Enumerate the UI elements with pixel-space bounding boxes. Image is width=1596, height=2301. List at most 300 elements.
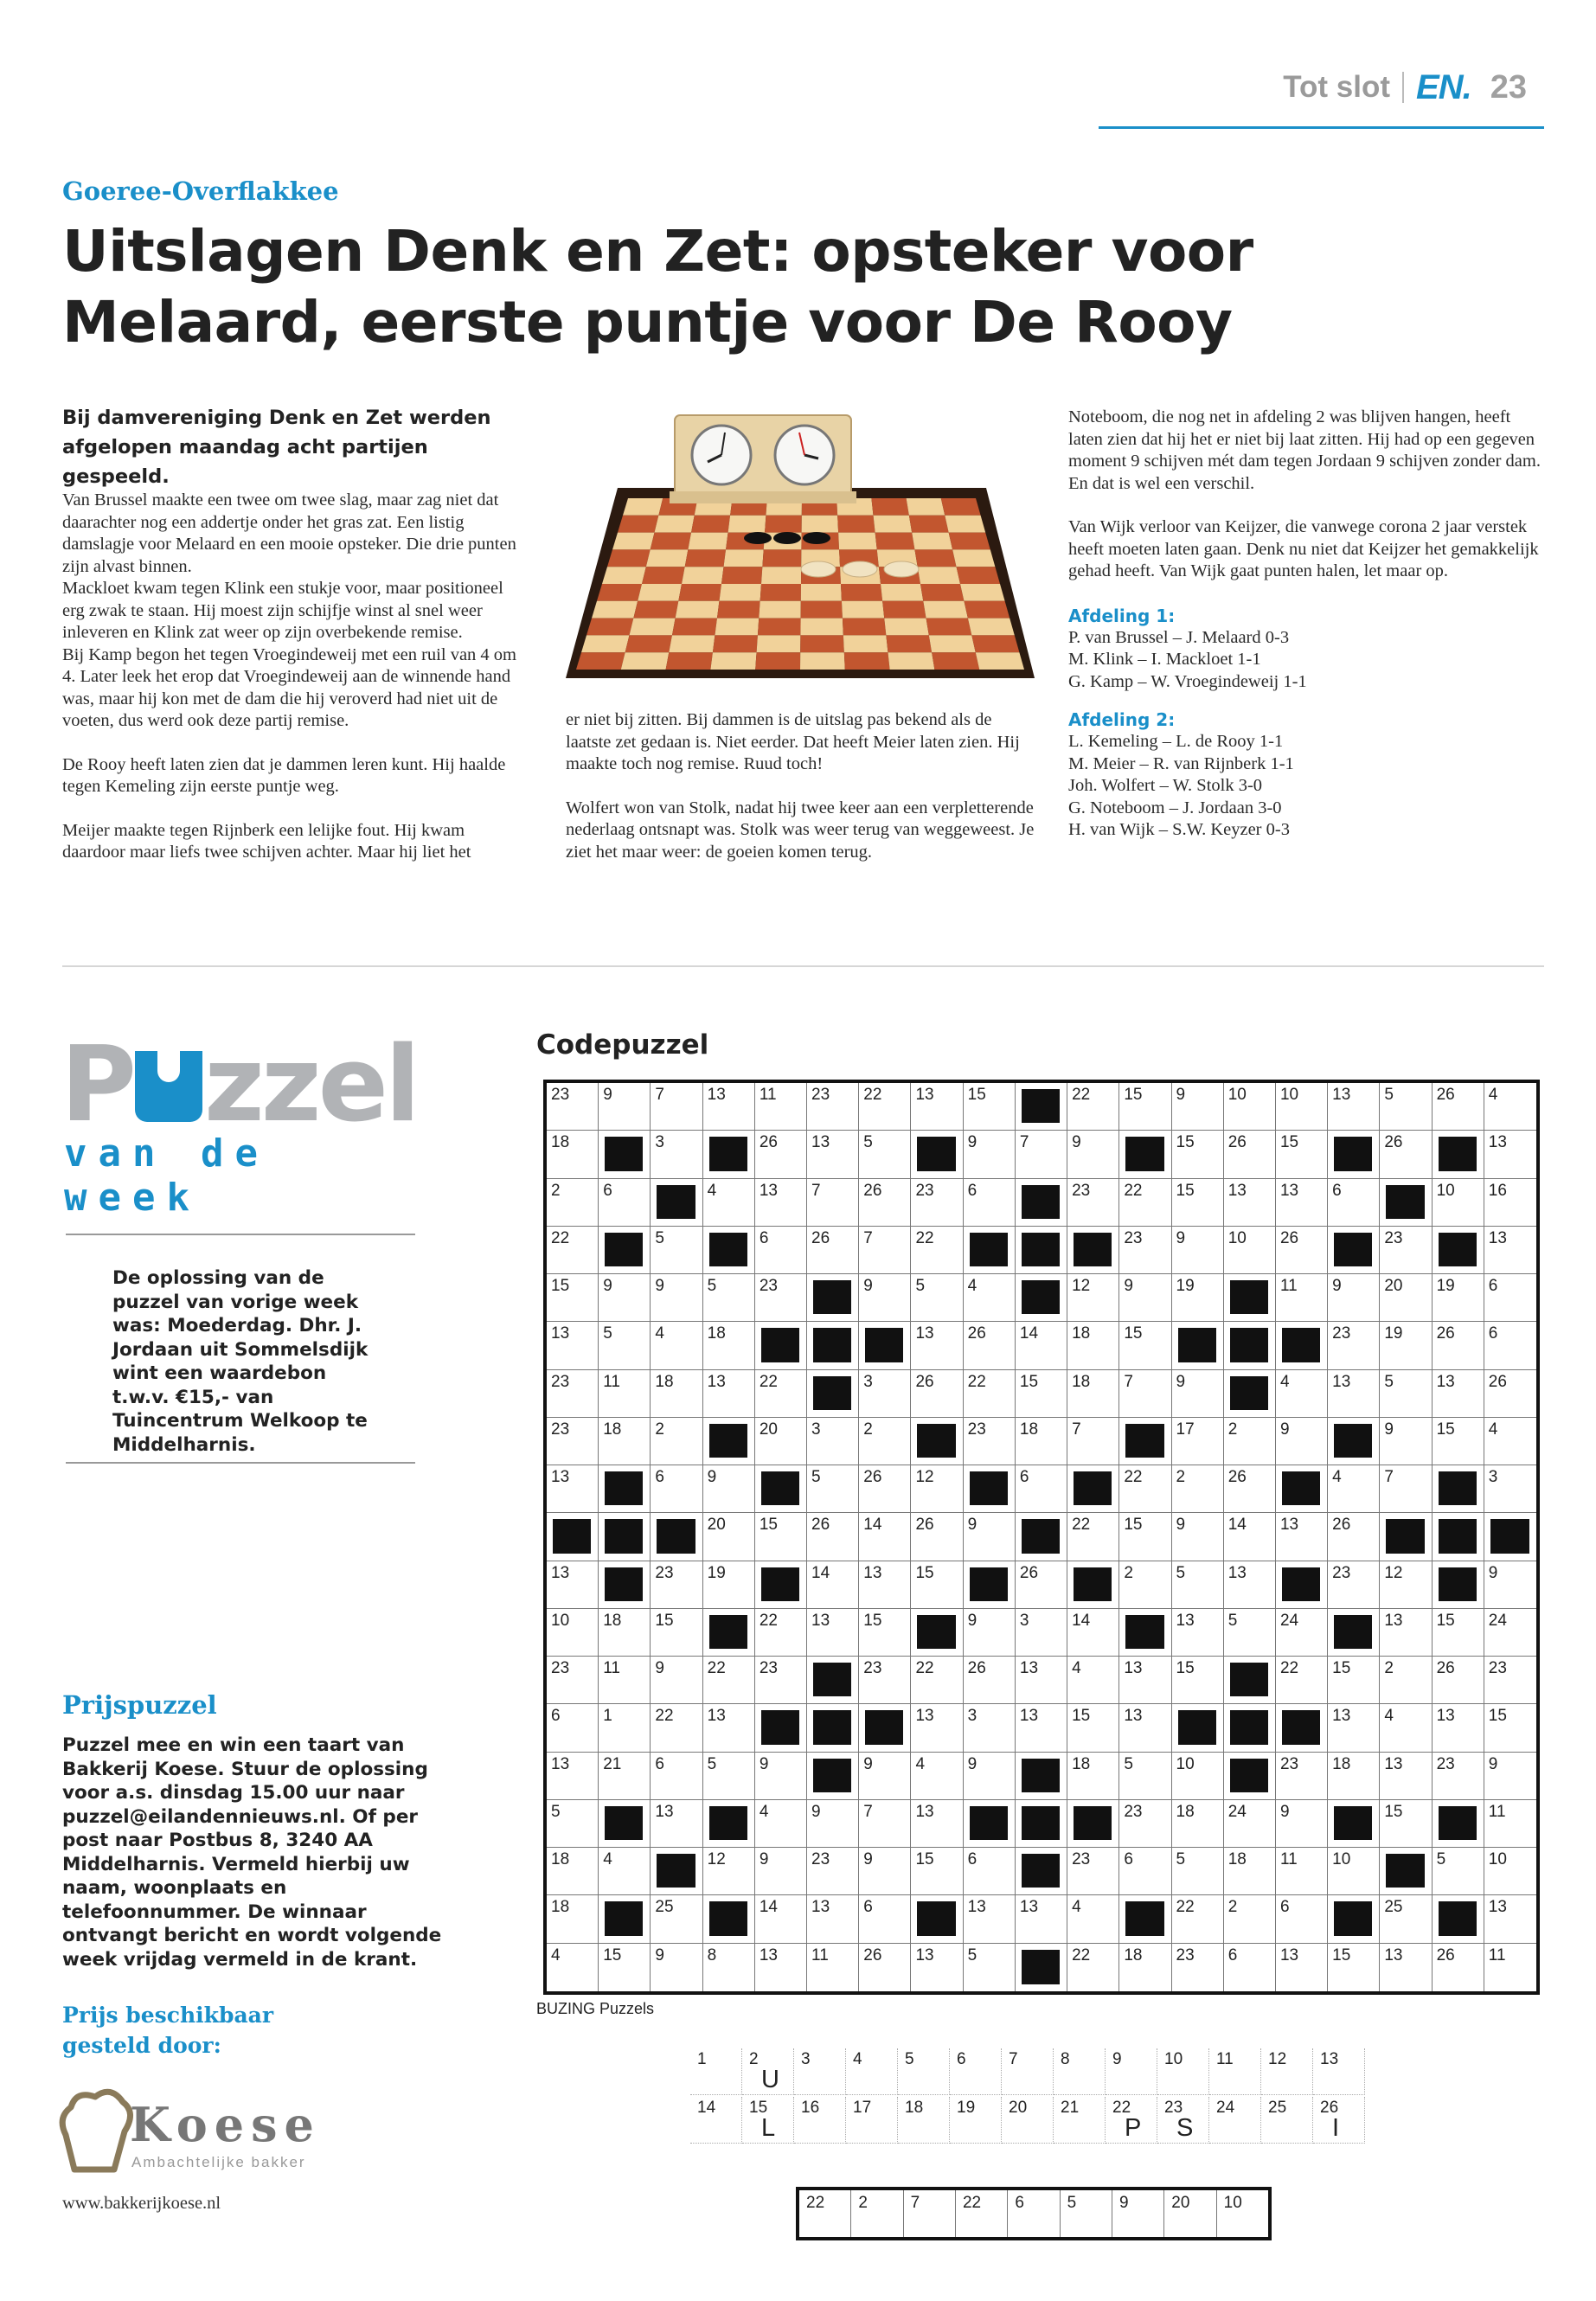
puzzle-cell[interactable]: 13 <box>859 1561 911 1609</box>
solution-cell[interactable]: 20 <box>1164 2190 1216 2237</box>
puzzle-cell[interactable]: 22 <box>1119 1179 1171 1227</box>
key-cell[interactable] <box>1002 2097 1054 2144</box>
puzzle-cell[interactable]: 9 <box>651 1944 702 1991</box>
puzzle-cell[interactable]: 26 <box>859 1179 911 1227</box>
puzzle-cell[interactable]: 20 <box>703 1513 755 1561</box>
puzzle-cell[interactable]: 9 <box>703 1465 755 1513</box>
puzzle-cell[interactable]: 3 <box>651 1131 702 1178</box>
puzzle-cell[interactable]: 18 <box>547 1131 599 1178</box>
puzzle-cell[interactable]: 3 <box>964 1704 1016 1752</box>
puzzle-cell[interactable]: 9 <box>1067 1131 1119 1178</box>
puzzle-cell[interactable]: 11 <box>1488 1945 1506 1965</box>
key-cell[interactable] <box>898 2097 950 2144</box>
puzzle-cell[interactable]: 26 <box>1276 1227 1328 1274</box>
puzzle-cell[interactable]: 13 <box>1380 1753 1432 1800</box>
puzzle-cell[interactable]: 15 <box>1172 1657 1224 1704</box>
puzzle-cell[interactable]: 5 <box>1119 1753 1171 1800</box>
key-cell[interactable] <box>950 2097 1002 2144</box>
puzzle-cell[interactable]: 15 <box>1380 1800 1432 1848</box>
puzzle-cell[interactable]: 23 <box>1119 1227 1171 1274</box>
puzzle-cell[interactable]: 12 <box>911 1465 963 1513</box>
puzzle-cell[interactable]: 13 <box>1484 1131 1536 1178</box>
puzzle-cell[interactable]: 13 <box>807 1609 859 1657</box>
puzzle-cell[interactable]: 13 <box>1328 1370 1380 1418</box>
puzzle-cell[interactable]: 6 <box>1276 1895 1328 1943</box>
puzzle-cell[interactable]: 7 <box>859 1227 911 1274</box>
puzzle-cell[interactable]: 13 <box>1224 1561 1276 1609</box>
key-cell[interactable] <box>1002 2048 1054 2095</box>
puzzle-cell[interactable]: 13 <box>547 1465 599 1513</box>
puzzle-cell[interactable]: 23 <box>807 1848 859 1895</box>
puzzle-cell[interactable]: 18 <box>1067 1322 1119 1369</box>
puzzle-cell[interactable]: 13 <box>1119 1704 1171 1752</box>
puzzle-cell[interactable]: 6 <box>1224 1944 1276 1991</box>
puzzle-cell[interactable]: 10 <box>1224 1083 1276 1131</box>
puzzle-cell[interactable]: 15 <box>1484 1704 1536 1752</box>
solution-cell[interactable]: 2 <box>851 2190 903 2237</box>
puzzle-cell[interactable]: 6 <box>755 1227 807 1274</box>
puzzle-cell[interactable]: 18 <box>1172 1800 1224 1848</box>
puzzle-cell[interactable]: 9 <box>1172 1513 1224 1561</box>
puzzle-cell[interactable]: 15 <box>547 1274 599 1322</box>
puzzle-cell[interactable]: 19 <box>1172 1274 1224 1322</box>
puzzle-cell[interactable]: 9 <box>859 1753 911 1800</box>
key-cell[interactable] <box>898 2048 950 2095</box>
puzzle-cell[interactable]: 4 <box>651 1322 702 1369</box>
puzzle-cell[interactable]: 22 <box>1067 1944 1119 1991</box>
puzzle-cell[interactable]: 11 <box>1276 1274 1328 1322</box>
puzzle-cell[interactable]: 13 <box>1016 1704 1067 1752</box>
puzzle-cell[interactable]: 13 <box>651 1800 702 1848</box>
puzzle-cell[interactable]: 10 <box>1276 1083 1328 1131</box>
key-cell[interactable] <box>1157 2048 1209 2095</box>
puzzle-cell[interactable]: 22 <box>1172 1895 1224 1943</box>
puzzle-cell[interactable]: 13 <box>547 1322 599 1369</box>
puzzle-cell[interactable]: 5 <box>1433 1848 1484 1895</box>
key-cell[interactable] <box>742 2048 794 2095</box>
puzzle-cell[interactable]: 9 <box>807 1800 859 1848</box>
puzzle-cell[interactable]: 12 <box>1067 1274 1119 1322</box>
puzzle-cell[interactable]: 22 <box>1119 1465 1171 1513</box>
puzzle-cell[interactable]: 23 <box>911 1179 963 1227</box>
puzzle-cell[interactable]: 26 <box>1433 1322 1484 1369</box>
puzzle-cell[interactable]: 5 <box>1172 1848 1224 1895</box>
key-cell[interactable] <box>1209 2097 1261 2144</box>
puzzle-cell[interactable]: 24 <box>1276 1609 1328 1657</box>
puzzle-cell[interactable]: 15 <box>1276 1131 1328 1178</box>
puzzle-cell[interactable]: 4 <box>1484 1418 1536 1465</box>
puzzle-cell[interactable]: 18 <box>547 1848 599 1895</box>
puzzle-cell[interactable]: 6 <box>964 1179 1016 1227</box>
puzzle-cell[interactable]: 9 <box>964 1513 1016 1561</box>
puzzle-cell[interactable]: 17 <box>1172 1418 1224 1465</box>
puzzle-cell[interactable]: 14 <box>1224 1513 1276 1561</box>
puzzle-cell[interactable]: 18 <box>1328 1753 1380 1800</box>
puzzle-cell[interactable]: 9 <box>651 1657 702 1704</box>
puzzle-cell[interactable]: 6 <box>599 1179 651 1227</box>
puzzle-cell[interactable]: 9 <box>1172 1083 1224 1131</box>
puzzle-cell[interactable]: 18 <box>547 1895 599 1943</box>
puzzle-cell[interactable]: 15 <box>1328 1944 1380 1991</box>
solution-cell[interactable]: 5 <box>1061 2190 1112 2237</box>
puzzle-cell[interactable]: 6 <box>1328 1179 1380 1227</box>
puzzle-cell[interactable]: 2 <box>859 1418 911 1465</box>
puzzle-cell[interactable]: 14 <box>807 1561 859 1609</box>
puzzle-cell[interactable]: 23 <box>547 1657 599 1704</box>
key-cell[interactable] <box>1054 2048 1106 2095</box>
puzzle-cell[interactable]: 24 <box>1484 1609 1536 1657</box>
puzzle-cell[interactable]: 22 <box>911 1657 963 1704</box>
puzzle-cell[interactable]: 26 <box>1328 1513 1380 1561</box>
key-cell[interactable] <box>1157 2097 1209 2144</box>
solution-cell[interactable]: 9 <box>1112 2190 1164 2237</box>
puzzle-cell[interactable]: 23 <box>807 1083 859 1131</box>
puzzle-cell[interactable]: 13 <box>1119 1657 1171 1704</box>
puzzle-cell[interactable]: 26 <box>1433 1657 1484 1704</box>
puzzle-cell[interactable]: 13 <box>1433 1370 1484 1418</box>
puzzle-cell[interactable]: 13 <box>807 1895 859 1943</box>
puzzle-cell[interactable]: 13 <box>1380 1609 1432 1657</box>
puzzle-cell[interactable]: 15 <box>964 1083 1016 1131</box>
puzzle-cell[interactable]: 11 <box>1484 1800 1536 1848</box>
puzzle-cell[interactable]: 18 <box>1119 1944 1171 1991</box>
puzzle-cell[interactable]: 24 <box>1224 1800 1276 1848</box>
solution-cell[interactable]: 22 <box>799 2190 851 2237</box>
puzzle-cell[interactable]: 26 <box>1224 1465 1276 1513</box>
puzzle-cell[interactable]: 7 <box>807 1179 859 1227</box>
puzzle-cell[interactable]: 4 <box>1276 1370 1328 1418</box>
puzzle-cell[interactable]: 9 <box>599 1274 651 1322</box>
puzzle-cell[interactable]: 9 <box>859 1848 911 1895</box>
puzzle-cell[interactable]: 9 <box>599 1083 651 1131</box>
key-cell[interactable] <box>794 2048 846 2095</box>
puzzle-cell[interactable]: 5 <box>599 1322 651 1369</box>
puzzle-cell[interactable]: 26 <box>859 1465 911 1513</box>
puzzle-cell[interactable]: 23 <box>547 1418 599 1465</box>
puzzle-cell[interactable]: 15 <box>859 1609 911 1657</box>
solution-cell[interactable]: 7 <box>904 2190 956 2237</box>
puzzle-cell[interactable]: 13 <box>911 1944 963 1991</box>
puzzle-cell[interactable]: 18 <box>1224 1848 1276 1895</box>
puzzle-cell[interactable]: 4 <box>911 1753 963 1800</box>
key-cell[interactable] <box>950 2048 1002 2095</box>
puzzle-cell[interactable]: 23 <box>755 1274 807 1322</box>
puzzle-cell[interactable]: 18 <box>1067 1370 1119 1418</box>
puzzle-cell[interactable]: 23 <box>1380 1227 1432 1274</box>
puzzle-cell[interactable]: 15 <box>1433 1418 1484 1465</box>
puzzle-cell[interactable]: 7 <box>1067 1418 1119 1465</box>
puzzle-cell[interactable]: 9 <box>651 1274 702 1322</box>
puzzle-cell[interactable]: 15 <box>1172 1179 1224 1227</box>
puzzle-cell[interactable]: 15 <box>1119 1513 1171 1561</box>
puzzle-cell[interactable]: 4 <box>1484 1083 1536 1131</box>
puzzle-cell[interactable]: 9 <box>755 1753 807 1800</box>
puzzle-cell[interactable]: 5 <box>807 1465 859 1513</box>
key-cell[interactable] <box>1106 2097 1157 2144</box>
puzzle-cell[interactable]: 13 <box>1276 1179 1328 1227</box>
puzzle-cell[interactable]: 26 <box>1380 1131 1432 1178</box>
puzzle-cell[interactable]: 6 <box>547 1704 599 1752</box>
key-cell[interactable] <box>846 2048 898 2095</box>
puzzle-cell[interactable]: 4 <box>964 1274 1016 1322</box>
puzzle-cell[interactable]: 7 <box>1119 1370 1171 1418</box>
puzzle-cell[interactable]: 4 <box>1067 1895 1119 1943</box>
puzzle-cell[interactable]: 20 <box>755 1418 807 1465</box>
puzzle-cell[interactable]: 18 <box>599 1609 651 1657</box>
puzzle-cell[interactable]: 23 <box>1067 1848 1119 1895</box>
puzzle-cell[interactable]: 10 <box>1224 1227 1276 1274</box>
puzzle-cell[interactable]: 2 <box>547 1179 599 1227</box>
puzzle-cell[interactable]: 15 <box>1119 1083 1171 1131</box>
puzzle-cell[interactable]: 4 <box>1380 1704 1432 1752</box>
puzzle-cell[interactable]: 5 <box>1380 1083 1432 1131</box>
puzzle-cell[interactable]: 13 <box>1328 1083 1380 1131</box>
puzzle-cell[interactable]: 15 <box>1328 1657 1380 1704</box>
puzzle-cell[interactable]: 15 <box>911 1848 963 1895</box>
puzzle-cell[interactable]: 13 <box>1224 1179 1276 1227</box>
puzzle-cell[interactable]: 2 <box>1224 1895 1276 1943</box>
puzzle-cell[interactable]: 11 <box>755 1083 807 1131</box>
puzzle-cell[interactable]: 22 <box>547 1227 599 1274</box>
puzzle-cell[interactable]: 14 <box>859 1513 911 1561</box>
puzzle-cell[interactable]: 18 <box>599 1418 651 1465</box>
key-cell[interactable] <box>1209 2048 1261 2095</box>
puzzle-cell[interactable]: 23 <box>651 1561 702 1609</box>
puzzle-cell[interactable]: 23 <box>1172 1944 1224 1991</box>
key-cell[interactable] <box>1261 2097 1313 2144</box>
puzzle-cell[interactable]: 23 <box>547 1370 599 1418</box>
puzzle-cell[interactable]: 22 <box>651 1704 702 1752</box>
puzzle-cell[interactable]: 26 <box>964 1657 1016 1704</box>
puzzle-cell[interactable]: 5 <box>651 1227 702 1274</box>
puzzle-cell[interactable]: 18 <box>651 1370 702 1418</box>
puzzle-cell[interactable]: 2 <box>651 1418 702 1465</box>
puzzle-cell[interactable]: 6 <box>1484 1274 1536 1322</box>
puzzle-cell[interactable]: 6 <box>651 1753 702 1800</box>
puzzle-cell[interactable]: 12 <box>703 1848 755 1895</box>
puzzle-cell[interactable]: 5 <box>1224 1609 1276 1657</box>
puzzle-cell[interactable]: 2 <box>1119 1561 1171 1609</box>
puzzle-cell[interactable]: 13 <box>911 1322 963 1369</box>
puzzle-cell[interactable]: 22 <box>755 1609 807 1657</box>
puzzle-cell[interactable]: 13 <box>807 1131 859 1178</box>
puzzle-cell[interactable]: 6 <box>1119 1848 1171 1895</box>
puzzle-cell[interactable]: 15 <box>1067 1704 1119 1752</box>
key-cell[interactable] <box>1313 2048 1365 2095</box>
puzzle-cell[interactable]: 21 <box>599 1753 651 1800</box>
puzzle-cell[interactable]: 19 <box>1433 1274 1484 1322</box>
puzzle-cell[interactable]: 13 <box>1172 1609 1224 1657</box>
puzzle-cell[interactable]: 6 <box>1484 1322 1536 1369</box>
puzzle-cell[interactable]: 13 <box>755 1944 807 1991</box>
puzzle-cell[interactable]: 11 <box>599 1657 651 1704</box>
puzzle-cell[interactable]: 26 <box>807 1513 859 1561</box>
puzzle-cell[interactable]: 5 <box>1380 1370 1432 1418</box>
puzzle-cell[interactable]: 22 <box>859 1083 911 1131</box>
puzzle-cell[interactable]: 4 <box>547 1944 599 1991</box>
puzzle-cell[interactable]: 13 <box>1484 1895 1536 1943</box>
puzzle-cell[interactable]: 19 <box>703 1561 755 1609</box>
puzzle-cell[interactable]: 26 <box>1016 1561 1067 1609</box>
puzzle-cell[interactable]: 9 <box>1380 1418 1432 1465</box>
puzzle-cell[interactable]: 6 <box>859 1895 911 1943</box>
puzzle-cell[interactable]: 26 <box>1484 1370 1536 1418</box>
puzzle-cell[interactable]: 10 <box>547 1609 599 1657</box>
puzzle-cell[interactable]: 12 <box>1380 1561 1432 1609</box>
puzzle-cell[interactable]: 26 <box>807 1227 859 1274</box>
puzzle-cell[interactable]: 26 <box>859 1944 911 1991</box>
puzzle-cell[interactable]: 23 <box>755 1657 807 1704</box>
puzzle-cell[interactable]: 10 <box>1328 1848 1380 1895</box>
solution-cell[interactable]: 6 <box>1008 2190 1060 2237</box>
puzzle-cell[interactable]: 18 <box>1067 1753 1119 1800</box>
puzzle-cell[interactable]: 4 <box>599 1848 651 1895</box>
puzzle-cell[interactable]: 26 <box>964 1322 1016 1369</box>
puzzle-cell[interactable]: 23 <box>964 1418 1016 1465</box>
puzzle-cell[interactable]: 15 <box>651 1609 702 1657</box>
puzzle-cell[interactable]: 3 <box>1016 1609 1067 1657</box>
puzzle-cell[interactable]: 22 <box>1067 1513 1119 1561</box>
key-cell[interactable] <box>794 2097 846 2144</box>
puzzle-cell[interactable]: 26 <box>911 1513 963 1561</box>
puzzle-cell[interactable]: 15 <box>1119 1322 1171 1369</box>
puzzle-cell[interactable]: 26 <box>1224 1131 1276 1178</box>
puzzle-cell[interactable]: 13 <box>911 1800 963 1848</box>
puzzle-cell[interactable]: 10 <box>1433 1179 1484 1227</box>
puzzle-cell[interactable]: 5 <box>964 1944 1016 1991</box>
puzzle-cell[interactable]: 9 <box>964 1131 1016 1178</box>
puzzle-cell[interactable]: 13 <box>703 1704 755 1752</box>
puzzle-cell[interactable]: 22 <box>703 1657 755 1704</box>
puzzle-cell[interactable]: 11 <box>1276 1848 1328 1895</box>
puzzle-cell[interactable]: 23 <box>1119 1800 1171 1848</box>
puzzle-cell[interactable]: 13 <box>1433 1704 1484 1752</box>
puzzle-cell[interactable]: 14 <box>1067 1609 1119 1657</box>
puzzle-cell[interactable]: 16 <box>1484 1179 1536 1227</box>
puzzle-cell[interactable]: 9 <box>964 1609 1016 1657</box>
puzzle-cell[interactable]: 13 <box>911 1704 963 1752</box>
puzzle-cell[interactable]: 13 <box>1380 1944 1432 1991</box>
puzzle-cell[interactable]: 25 <box>651 1895 702 1943</box>
puzzle-cell[interactable]: 7 <box>651 1083 702 1131</box>
puzzle-cell[interactable]: 15 <box>911 1561 963 1609</box>
puzzle-cell[interactable]: 7 <box>859 1800 911 1848</box>
puzzle-cell[interactable]: 22 <box>964 1370 1016 1418</box>
puzzle-cell[interactable]: 9 <box>1484 1753 1536 1800</box>
puzzle-cell[interactable]: 6 <box>1016 1465 1067 1513</box>
puzzle-cell[interactable]: 13 <box>964 1895 1016 1943</box>
puzzle-cell[interactable]: 13 <box>911 1083 963 1131</box>
puzzle-cell[interactable]: 5 <box>1172 1561 1224 1609</box>
puzzle-cell[interactable]: 13 <box>1484 1227 1536 1274</box>
puzzle-cell[interactable]: 2 <box>1172 1465 1224 1513</box>
puzzle-cell[interactable]: 13 <box>755 1179 807 1227</box>
puzzle-cell[interactable]: 15 <box>755 1513 807 1561</box>
puzzle-cell[interactable]: 4 <box>755 1800 807 1848</box>
puzzle-cell[interactable]: 2 <box>1224 1418 1276 1465</box>
puzzle-cell[interactable]: 5 <box>859 1131 911 1178</box>
puzzle-cell[interactable]: 23 <box>1328 1322 1380 1369</box>
puzzle-cell[interactable]: 15 <box>1016 1370 1067 1418</box>
puzzle-cell[interactable]: 10 <box>1484 1848 1536 1895</box>
puzzle-cell[interactable]: 3 <box>1484 1465 1536 1513</box>
puzzle-cell[interactable]: 9 <box>1276 1800 1328 1848</box>
puzzle-cell[interactable]: 25 <box>1380 1895 1432 1943</box>
puzzle-cell[interactable]: 14 <box>1016 1322 1067 1369</box>
puzzle-cell[interactable]: 5 <box>703 1753 755 1800</box>
puzzle-cell[interactable]: 22 <box>755 1370 807 1418</box>
puzzle-cell[interactable]: 26 <box>911 1370 963 1418</box>
puzzle-cell[interactable]: 13 <box>1276 1944 1328 1991</box>
key-cell[interactable] <box>1313 2097 1365 2144</box>
puzzle-cell[interactable]: 10 <box>1172 1753 1224 1800</box>
puzzle-cell[interactable]: 26 <box>1433 1944 1484 1991</box>
puzzle-cell[interactable]: 13 <box>703 1370 755 1418</box>
puzzle-cell[interactable]: 13 <box>703 1083 755 1131</box>
puzzle-cell[interactable]: 7 <box>1380 1465 1432 1513</box>
puzzle-cell[interactable]: 4 <box>703 1179 755 1227</box>
puzzle-cell[interactable]: 11 <box>599 1370 651 1418</box>
puzzle-cell[interactable]: 9 <box>755 1848 807 1895</box>
puzzle-cell[interactable]: 23 <box>1328 1561 1380 1609</box>
puzzle-cell[interactable]: 1 <box>599 1704 651 1752</box>
puzzle-cell[interactable]: 13 <box>547 1753 599 1800</box>
puzzle-cell[interactable]: 4 <box>1067 1657 1119 1704</box>
puzzle-cell[interactable]: 9 <box>1172 1370 1224 1418</box>
puzzle-cell[interactable]: 20 <box>1380 1274 1432 1322</box>
key-cell[interactable] <box>1106 2048 1157 2095</box>
key-cell[interactable] <box>690 2048 742 2095</box>
key-cell[interactable] <box>690 2097 742 2144</box>
puzzle-cell[interactable]: 23 <box>1067 1179 1119 1227</box>
puzzle-cell[interactable]: 2 <box>1380 1657 1432 1704</box>
puzzle-cell[interactable]: 23 <box>1433 1753 1484 1800</box>
puzzle-cell[interactable]: 23 <box>1276 1753 1328 1800</box>
puzzle-cell[interactable]: 22 <box>911 1227 963 1274</box>
puzzle-cell[interactable]: 13 <box>1276 1513 1328 1561</box>
puzzle-cell[interactable]: 4 <box>1328 1465 1380 1513</box>
puzzle-cell[interactable]: 9 <box>964 1753 1016 1800</box>
key-cell[interactable] <box>846 2097 898 2144</box>
puzzle-cell[interactable]: 9 <box>1484 1561 1536 1609</box>
puzzle-cell[interactable]: 15 <box>1433 1609 1484 1657</box>
puzzle-cell[interactable]: 5 <box>911 1274 963 1322</box>
puzzle-cell[interactable]: 13 <box>1328 1704 1380 1752</box>
puzzle-cell[interactable]: 22 <box>1276 1657 1328 1704</box>
puzzle-cell[interactable]: 22 <box>1067 1083 1119 1131</box>
puzzle-cell[interactable]: 9 <box>1119 1274 1171 1322</box>
puzzle-cell[interactable]: 11 <box>807 1944 859 1991</box>
puzzle-cell[interactable]: 3 <box>859 1370 911 1418</box>
puzzle-cell[interactable]: 6 <box>651 1465 702 1513</box>
puzzle-cell[interactable]: 13 <box>1016 1895 1067 1943</box>
puzzle-cell[interactable]: 5 <box>547 1800 599 1848</box>
puzzle-cell[interactable]: 9 <box>1172 1227 1224 1274</box>
puzzle-cell[interactable]: 23 <box>547 1083 599 1131</box>
puzzle-cell[interactable]: 9 <box>1328 1274 1380 1322</box>
puzzle-cell[interactable]: 7 <box>1016 1131 1067 1178</box>
puzzle-cell[interactable]: 26 <box>755 1131 807 1178</box>
puzzle-cell[interactable]: 18 <box>703 1322 755 1369</box>
solution-cell[interactable]: 22 <box>956 2190 1008 2237</box>
puzzle-cell[interactable]: 15 <box>599 1944 651 1991</box>
puzzle-cell[interactable]: 14 <box>755 1895 807 1943</box>
puzzle-cell[interactable]: 23 <box>859 1657 911 1704</box>
solution-cell[interactable]: 10 <box>1223 2194 1242 2212</box>
puzzle-cell[interactable]: 18 <box>1016 1418 1067 1465</box>
key-cell[interactable] <box>1261 2048 1313 2095</box>
puzzle-cell[interactable]: 15 <box>1172 1131 1224 1178</box>
